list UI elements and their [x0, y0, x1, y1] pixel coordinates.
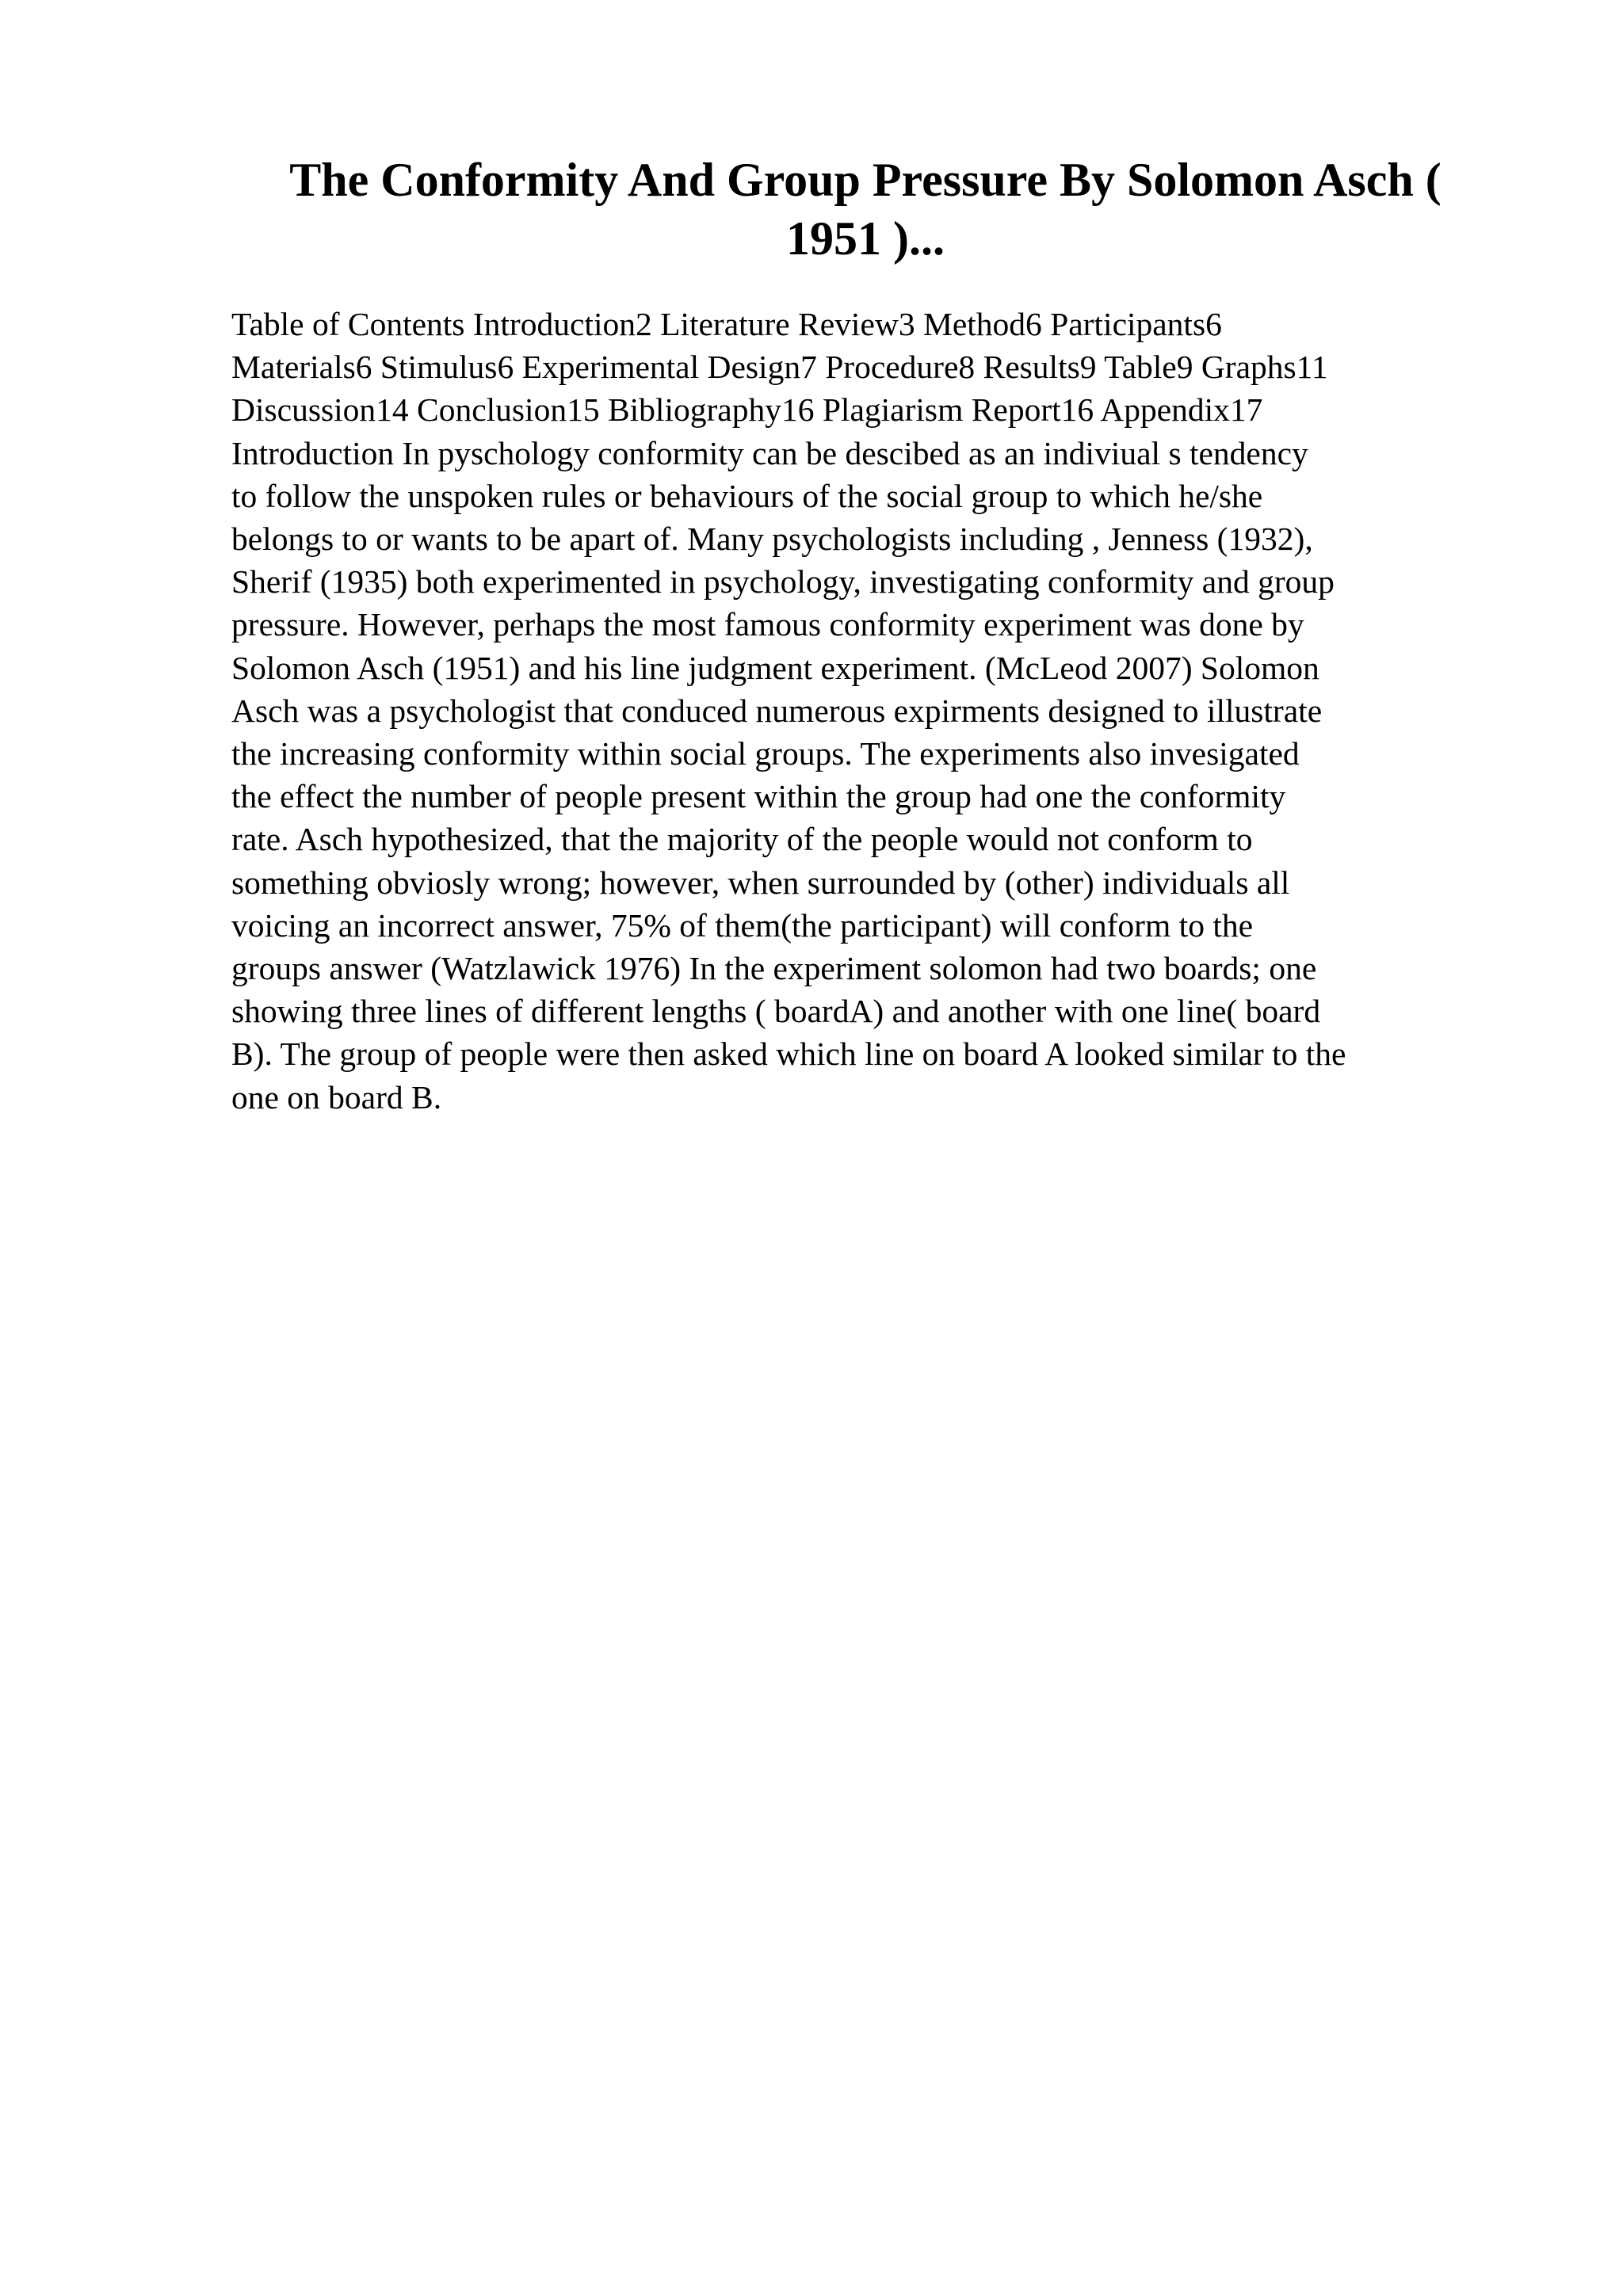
body-line: Solomon Asch (1951) and his line judgment experiment. (McLeod 2007) Solomon: [231, 649, 1319, 686]
title-line: 1951 )...: [786, 212, 945, 265]
body-line: Materials6 Stimulus6 Experimental Design7 Procedure8 Results9 Table9 Graphs11: [231, 349, 1328, 386]
document-body: [231, 303, 1515, 1119]
body-line: Sherif (1935) both experimented in psychology, investigating conformity and group: [231, 563, 1335, 601]
body-line: something obviosly wrong; however, when surrounded by (other) individuals all: [231, 864, 1290, 901]
body-line: pressure. However, perhaps the most famous conformity experiment was done by: [231, 606, 1304, 643]
body-line: Discussion14 Conclusion15 Bibliography16 Plagiarism Report16 Appendix17: [231, 391, 1263, 429]
body-line: Asch was a psychologist that conduced numerous expirments designed to illustrate: [231, 692, 1323, 729]
body-line: to follow the unspoken rules or behaviours of the social group to which he/she: [231, 477, 1263, 514]
body-line: one on board B.: [231, 1078, 442, 1116]
body-line: Introduction In pyschology conformity can be descibed as an indiviual s tendency: [231, 434, 1308, 471]
body-line: voicing an incorrect answer, 75% of them(the participant) will conform to the: [231, 906, 1254, 944]
document-title: [231, 151, 1499, 268]
body-line: rate. Asch hypothesized, that the majority of the people would not conform to: [231, 821, 1253, 858]
body-line: showing three lines of different lengths ( boardA) and another with one line( board: [231, 993, 1321, 1030]
title-line: The Conformity And Group Pressure By Solomon Asch (: [289, 154, 1442, 206]
body-line: B). The group of people were then asked which line on board A looked similar to the: [231, 1035, 1346, 1073]
body-line: the effect the number of people present within the group had one the conformity: [231, 778, 1286, 815]
body-line: the increasing conformity within social groups. The experiments also invesigated: [231, 735, 1300, 772]
body-line: Table of Contents Introduction2 Literature Review3 Method6 Participants6: [231, 306, 1222, 342]
body-line: groups answer (Watzlawick 1976) In the experiment solomon had two boards; one: [231, 950, 1317, 987]
body-line: belongs to or wants to be apart of. Many psychologists including , Jenness (1932),: [231, 521, 1313, 558]
